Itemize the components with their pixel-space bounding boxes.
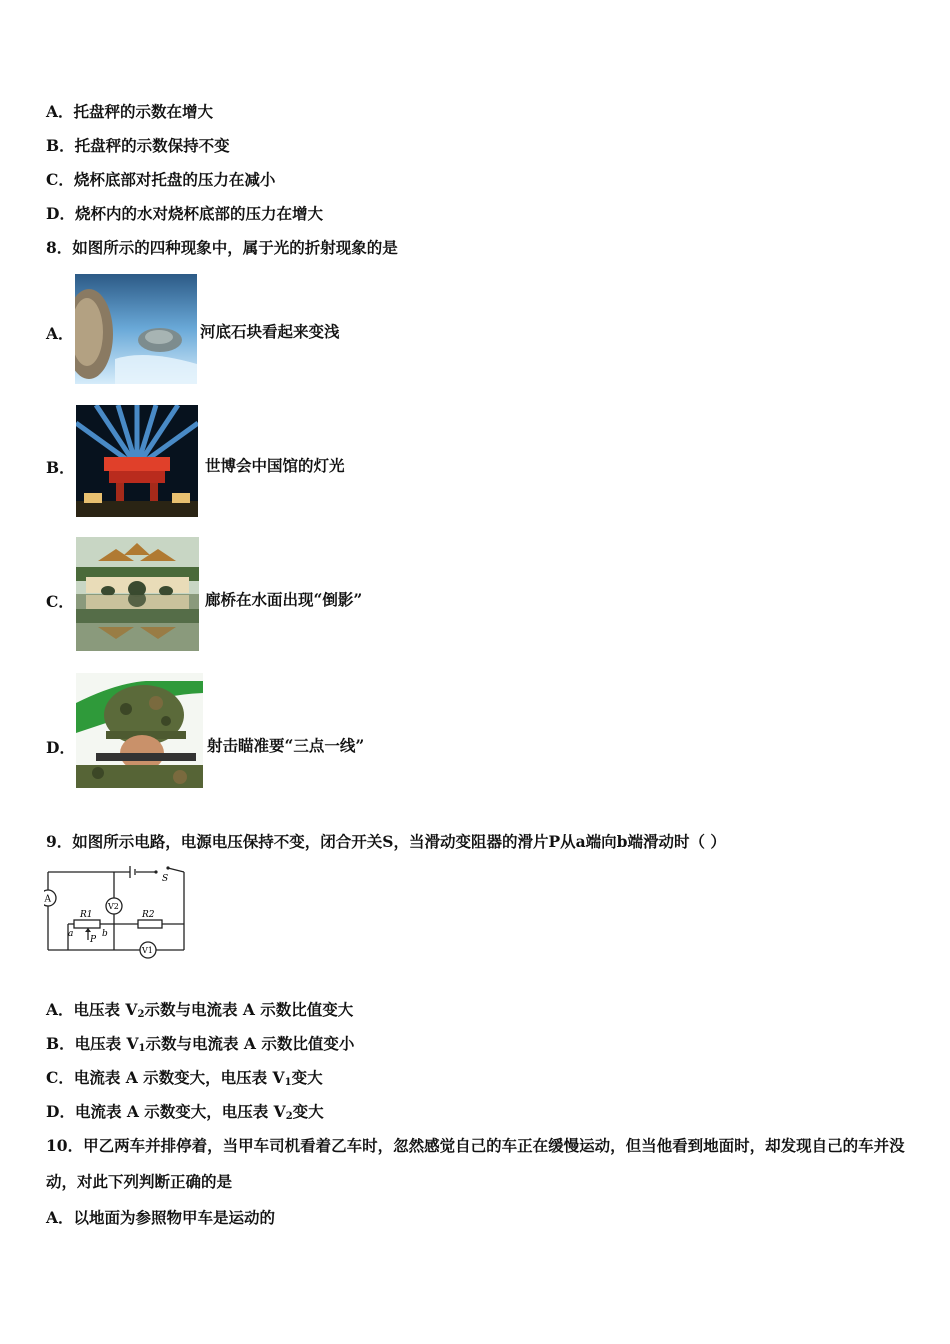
q9-option-b (46, 1034, 354, 1059)
q8-stem: 8．如图所示的四种现象中，属于光的折射现象的是 (46, 238, 398, 257)
option-text: 托盘秤的示数保持不变 (74, 136, 230, 155)
q7-option-b (46, 136, 230, 156)
option-label: D． (46, 204, 75, 223)
q8-option-c-label: C． (46, 592, 74, 611)
option-subscript: 1 (138, 1043, 146, 1054)
q8-option-a-caption: 河底石块看起来变浅 (200, 322, 340, 341)
covered-bridge-reflection-photo (76, 537, 199, 651)
q8-option-a-label: A． (46, 324, 74, 343)
option-label: A． (46, 102, 74, 121)
q8-option-d-label: D． (46, 738, 75, 757)
option-text: 以地面为参照物甲车是运动的 (73, 1208, 276, 1227)
option-text-pre: 电流表 A 示数变大，电压表 V (74, 1102, 286, 1121)
end-a-label: a (68, 929, 74, 939)
q10-stem: 10．甲乙两车并排停着，当甲车司机看着乙车时，忽然感觉自己的车正在缓慢运动，但当他看到地面时，却发现自己的车并没动，对此下列判断正确的是 (46, 1136, 905, 1191)
option-label: C． (46, 1068, 74, 1087)
slider-p-label: P (90, 935, 97, 945)
option-subscript: 1 (284, 1077, 292, 1088)
option-label: A． (46, 1208, 74, 1227)
q8-option-d-caption: 射击瞄准要“三点一线” (207, 736, 365, 755)
q7-option-a (46, 102, 213, 122)
v1-label: V1 (142, 946, 153, 955)
switch-label: S (162, 874, 169, 884)
q8-option-b-caption: 世博会中国馆的灯光 (205, 456, 345, 475)
option-text: 烧杯底部对托盘的压力在减小 (73, 170, 276, 189)
option-text-post: 示数与电流表 A 示数比值变大 (144, 1000, 354, 1019)
q9-option-a (46, 1000, 353, 1025)
option-label: D． (46, 1102, 75, 1121)
option-text: 托盘秤的示数在增大 (73, 102, 214, 121)
r2-label: R2 (142, 910, 155, 920)
circuit-diagram (44, 866, 190, 964)
v2-label: V2 (108, 902, 119, 911)
option-label: B． (46, 136, 75, 155)
q7-option-c (46, 170, 275, 190)
q9-option-d (46, 1102, 324, 1127)
option-text-post: 变大 (292, 1102, 324, 1121)
r1-label: R1 (80, 910, 93, 920)
q9-stem: 9．如图所示电路，电源电压保持不变，闭合开关S，当滑动变阻器的滑片P从a端向b端滑动时（ ） (46, 832, 726, 851)
option-text-pre: 电压表 V (73, 1000, 138, 1019)
soldier-aiming-photo (76, 673, 203, 788)
expo-china-pavilion-lights-photo (76, 405, 198, 517)
option-text-post: 示数与电流表 A 示数比值变小 (145, 1034, 355, 1053)
q8-option-c-caption: 廊桥在水面出现“倒影” (205, 590, 363, 609)
q8-option-b-label: B． (46, 458, 75, 477)
option-label: C． (46, 170, 74, 189)
option-text-pre: 电流表 A 示数变大，电压表 V (73, 1068, 285, 1087)
option-label: B． (46, 1034, 75, 1053)
q9-option-c (46, 1068, 323, 1093)
option-subscript: 2 (137, 1009, 145, 1020)
option-label: A． (46, 1000, 74, 1019)
q7-option-d (46, 204, 323, 224)
option-text: 烧杯内的水对烧杯底部的压力在增大 (74, 204, 323, 223)
q10-option-a (46, 1208, 275, 1228)
river-stones-photo (75, 274, 197, 384)
ammeter-label: A (44, 894, 51, 905)
option-subscript: 2 (285, 1111, 293, 1122)
option-text-post: 变大 (291, 1068, 323, 1087)
end-b-label: b (102, 929, 108, 939)
option-text-pre: 电压表 V (74, 1034, 139, 1053)
